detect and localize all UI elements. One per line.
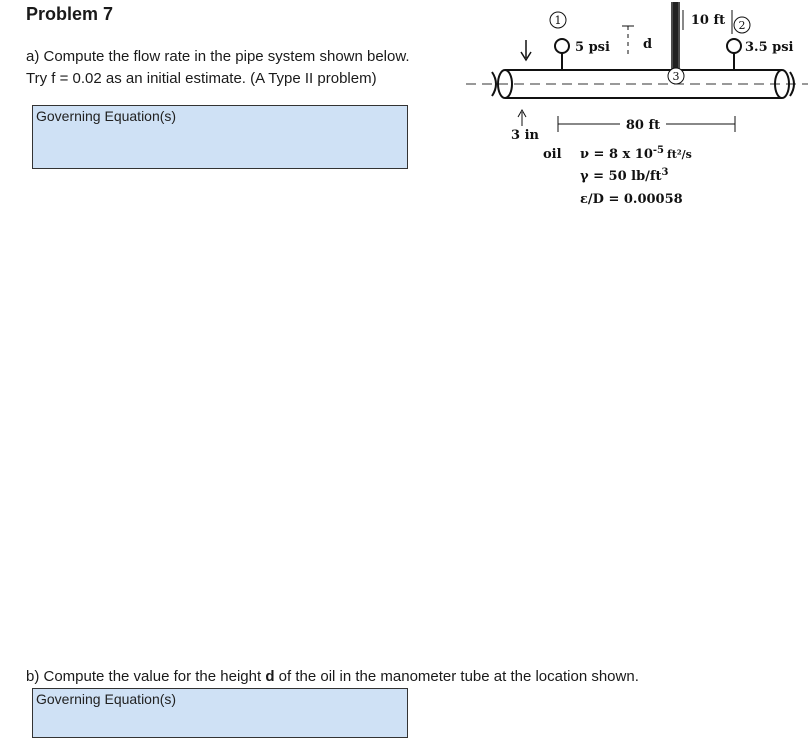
part-b-suffix: of the oil in the manometer tube at the location shown. [274,668,639,685]
height-d-label: d [643,37,653,52]
roughness-label: ε/D = 0.00058 [580,192,683,207]
distance-80ft-label: 80 ft [625,118,661,133]
fluid-label: oil [543,147,562,162]
manometer-oil-column [673,2,678,70]
point-3-label: 3 [672,70,680,83]
gamma-text: γ = 50 lb/ft [580,169,662,184]
part-a-equation-label: Governing Equation(s) [36,108,177,124]
part-a-line1: a) Compute the flow rate in the pipe system shown below. [26,48,410,65]
part-b-prefix: b) Compute the value for the height [26,668,266,685]
pipe-left-break [492,72,496,96]
part-a-line2: Try f = 0.02 as an initial estimate. (A Type II problem) [26,70,377,87]
distance-10ft-label: 10 ft [690,13,726,28]
pressure-2-label: 3.5 psi [745,40,794,55]
nu-exponent: -5 [652,145,665,156]
point-2-label: 2 [738,19,746,32]
nu-text: ν = 8 x 10 [580,147,653,162]
gamma-exponent: 3 [661,167,669,178]
part-b-equation-label: Governing Equation(s) [36,691,177,707]
problem-title: Problem 7 [26,4,114,24]
nu-unit: ft²/s [667,148,692,161]
point-1-label: 1 [554,14,562,27]
part-b-bold-d: d [265,668,275,685]
pressure-gauge-1-icon [555,39,569,53]
pressure-gauge-2-icon [727,39,741,53]
gamma-property-label [580,167,669,184]
nu-property-label [580,145,692,162]
pressure-1-label: 5 psi [575,40,610,55]
diameter-label: 3 in [511,128,539,143]
